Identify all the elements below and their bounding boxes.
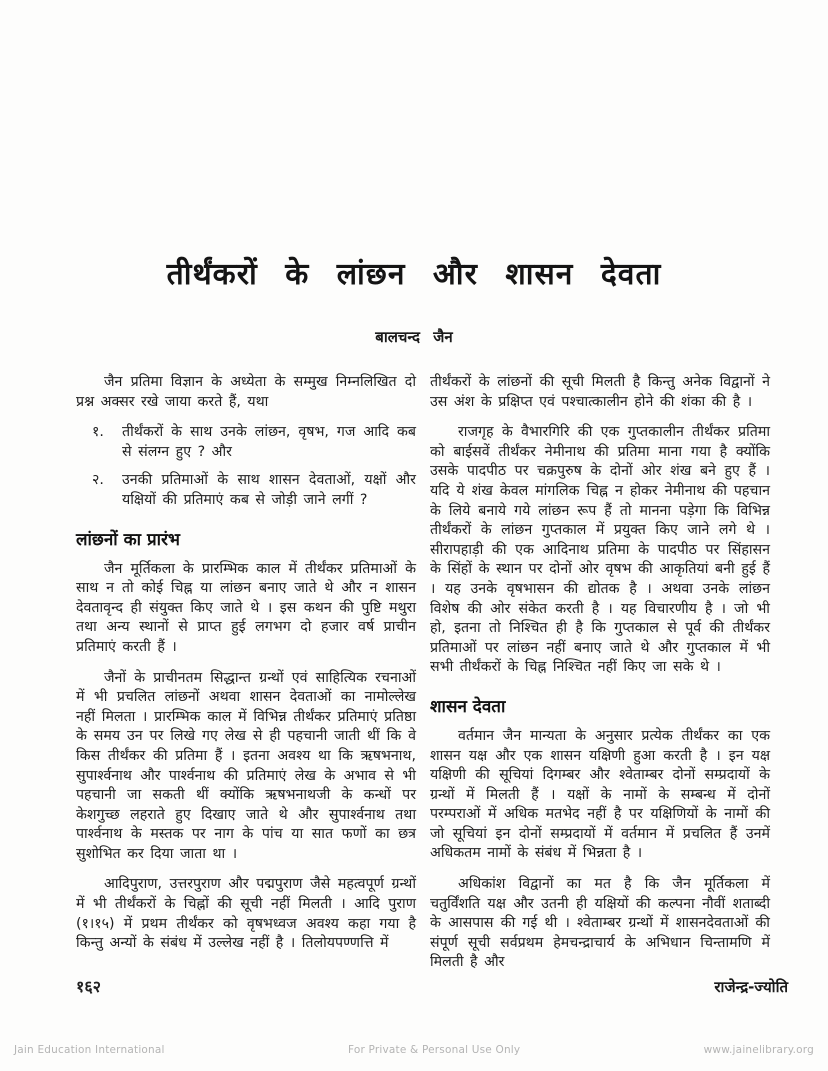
right-column [430,373,770,984]
two-column-body [0,347,828,984]
article-title: तीर्थंकरों के लांछन और शासन देवता [166,257,662,292]
author-name: बालचन्द जैन [375,328,453,346]
question-item-2 [92,471,416,510]
body-paragraph: अधिकांश विद्वानों का मत है कि जैन मूर्तिकला में चतुर्विंशति यक्ष और उतनी ही यक्षियों की कल्पना नौवीं शताब्दी के आसपास की गई थी । श्वेताम्बर ग्रन्थों में शासनदेवताओं की संपूर्ण सूची सर्वप्रथम हेमचन्द्राचार्य के अभिधान चिन्तामणि में मिलती है और [430,876,770,971]
body-paragraph: तीर्थंकरों के लांछनों की सूची मिलती है किन्तु अनेक विद्वानों ने उस अंश के प्रक्षिप्त एवं पश्चात्कालीन होने की शंका की है । [430,374,770,410]
question-number: १. [92,424,104,441]
body-paragraph: राजगृह के वैभारगिरि की एक गुप्तकालीन तीर्थंकर प्रतिमा को बाईसवें तीर्थंकर नेमीनाथ की प्रतिमा माना गया है क्योंकि उसके पादपीठ पर चक्रपुरुष के दोनों ओर शंख बने हुए हैं । यदि ये शंख केवल मांगलिक चिह्न न होकर नेमीनाथ की पहचान के लिये बनाये गये लांछन रूप हैं तो मानना पड़ेगा कि विभिन्न तीर्थंकरों के लांछन गुप्तकाल में प्रयुक्त किए जाने लगे थे । सीरापहाड़ी की एक आदिनाथ प्रतिमा के पादपीठ पर सिंहासन के सिंहों के स्थान पर दोनों ओर वृषभ की आकृतियां बनी हुई हैं । यह उनके वृषभासन की द्योतक है । अथवा उनके लांछन विशेष की ओर संकेत करती है । यह विचारणीय है । जो भी हो, इतना तो निश्चित ही है कि गुप्तकाल से पूर्व की तीर्थंकर प्रतिमाओं पर लांछन नहीं बनाए जाते थे और गुप्तकाल में भी सभी तीर्थंकरों के चिह्न निश्चित नहीं किए जा सके थे । [430,424,770,676]
page-number: १६२ [76,977,101,996]
body-paragraph: जैन मूर्तिकला के प्रारम्भिक काल में तीर्थंकर प्रतिमाओं के साथ न तो कोई चिह्न या लांछन बनाए जाते थे और न शासन देवतावृन्द ही संयुक्त किए जाते थे । इस कथन की पुष्टि मथुरा तथा अन्य स्थानों से प्राप्त हुई लगभग दो हजार वर्ष प्राचीन प्रतिमाएं करती हैं । [76,560,416,655]
section-heading-shasan-devata: शासन देवता [430,696,506,717]
body-paragraph: आदिपुराण, उत्तरपुराण और पद्मपुराण जैसे महत्वपूर्ण ग्रन्थों में भी तीर्थंकरों के चिह्नों की सूची नहीं मिलती । आदि पुराण (१।१५) में प्रथम तीर्थंकर को वृषभध्वज अवश्य कहा गया है किन्तु अन्यों के संबंध में उल्लेख नहीं है । तिलोयपण्णत्ति में [76,876,416,952]
left-column [76,373,416,984]
footer-publisher: Jain Education International [14,1044,165,1056]
body-paragraph: जैनों के प्राचीनतम सिद्धान्त ग्रन्थों एवं साहित्यिक रचनाओं में भी प्रचलित लांछनों अथवा शासन देवताओं का नामोल्लेख नहीं मिलता । प्रारम्भिक काल में विभिन्न तीर्थंकर प्रतिमाएं प्रतिष्ठा के समय उन पर लिखे गए लेख से ही पहचानी जाती थीं कि वे किस तीर्थंकर की प्रतिमा हैं । इतना अवश्य था कि ऋषभनाथ, सुपार्श्वनाथ और पार्श्वनाथ की प्रतिमाएं लेख के अभाव से भी पहचानी जा सकती थीं क्योंकि ऋषभनाथजी के कन्धों पर केशगुच्छ लहराते हुए दिखाए जाते थे और सुपार्श्वनाथ तथा पार्श्वनाथ के मस्तक पर नाग के पांच या सात फणों का छत्र सुशोभित कर दिया जाता था । [76,669,416,862]
question-number: २. [92,472,104,489]
footer-website: www.jainelibrary.org [703,1044,814,1056]
footer-usage-note: For Private & Personal Use Only [347,1044,521,1056]
question-text: तीर्थंकरों के साथ उनके लांछन, वृषभ, गज आदि कब से संलग्न हुए ? और [122,424,416,460]
section-heading-lanchhan: लांछनों का प्रारंभ [76,529,180,550]
journal-title: राजेन्द्र-ज्योति [714,978,788,996]
body-paragraph: वर्तमान जैन मान्यता के अनुसार प्रत्येक तीर्थंकर का एक शासन यक्ष और एक शासन यक्षिणी हुआ करती है । इन यक्ष यक्षिणी की सूचियां दिगम्बर और श्वेताम्बर दोनों सम्प्रदायों के ग्रन्थों में मिलती हैं । यक्षों के नामों के सम्बन्ध में दोनों परम्पराओं में अधिक मतभेद नहीं है पर यक्षिणियों के नामों की जो सूचियां इन दोनों सम्प्रदायों में वर्तमान में प्रचलित हैं उनमें अधिकतम नामों के संबंध में भिन्नता है । [430,727,770,862]
scan-footer [0,1044,828,1056]
question-item-1 [92,423,416,462]
page-bottom-row [0,975,828,997]
question-text: उनकी प्रतिमाओं के साथ शासन देवताओं, यक्षों और यक्षियों की प्रतिमाएं कब से जोड़ी जाने लगीं ? [122,472,416,508]
intro-paragraph: जैन प्रतिमा विज्ञान के अध्येता के सम्मुख निम्नलिखित दो प्रश्न अक्सर रखे जाया करते हैं, यथा [76,374,416,410]
